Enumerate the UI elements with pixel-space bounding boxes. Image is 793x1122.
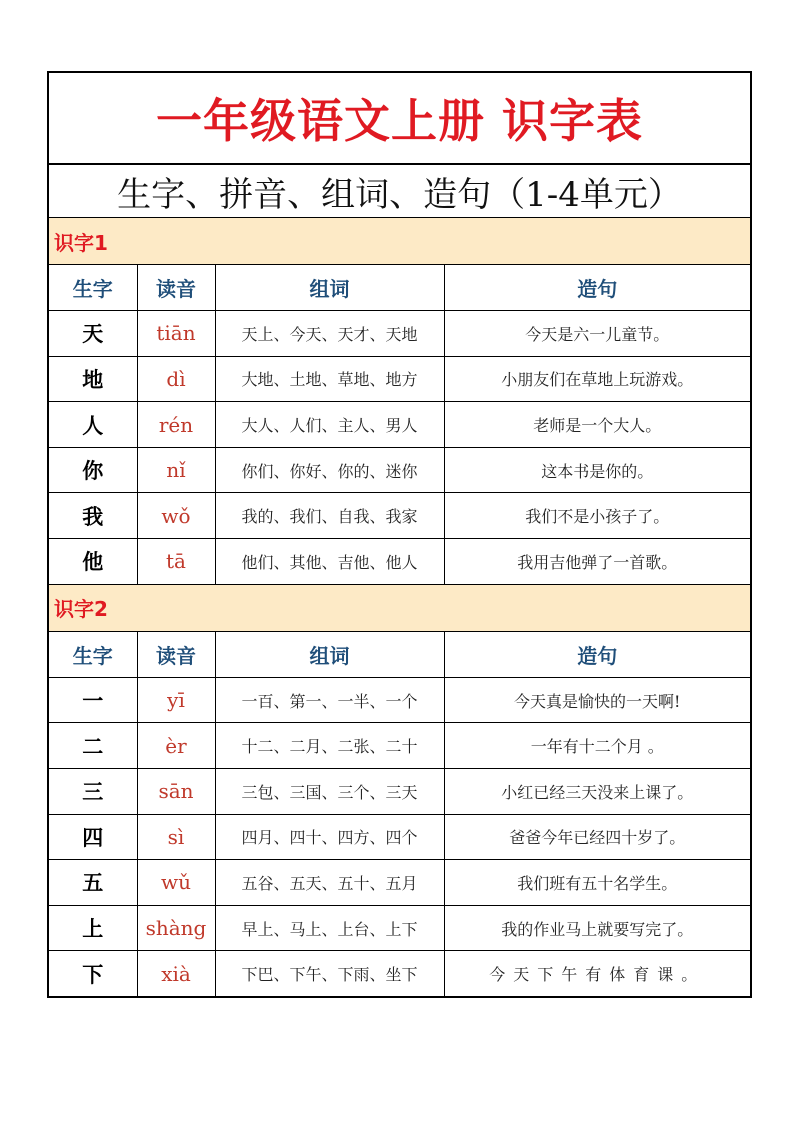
sentence-cell: 今天真是愉快的一天啊! xyxy=(444,677,750,723)
header-row xyxy=(49,632,750,678)
table-row xyxy=(49,356,750,402)
header-pinyin: 读音 xyxy=(137,632,215,678)
subtitle-row xyxy=(49,165,750,218)
sentence-cell: 小红已经三天没来上课了。 xyxy=(444,768,750,814)
char-cell: 他 xyxy=(49,539,137,585)
sentence-cell: 这本书是你的。 xyxy=(444,447,750,493)
section-table xyxy=(49,632,750,997)
table-row xyxy=(49,677,750,723)
words-cell: 我的、我们、自我、我家 xyxy=(215,493,444,539)
header-pinyin: 读音 xyxy=(137,265,215,311)
header-char: 生字 xyxy=(49,265,137,311)
table-row xyxy=(49,311,750,357)
header-sentence: 造句 xyxy=(444,632,750,678)
table-row xyxy=(49,539,750,585)
sentence-cell: 老师是一个大人。 xyxy=(444,402,750,448)
sentence-cell: 今天下午有体育课。 xyxy=(489,965,706,985)
sentence-cell: 小朋友们在草地上玩游戏。 xyxy=(444,356,750,402)
char-cell: 我 xyxy=(49,493,137,539)
sentence-cell: 今天是六一儿童节。 xyxy=(444,311,750,357)
char-cell: 上 xyxy=(49,905,137,951)
char-cell: 天 xyxy=(49,311,137,357)
char-cell: 四 xyxy=(49,814,137,860)
sentence-cell: 我用吉他弹了一首歌。 xyxy=(444,539,750,585)
pinyin-cell: sān xyxy=(137,768,215,814)
words-cell: 五谷、五天、五十、五月 xyxy=(215,860,444,906)
table-row xyxy=(49,814,750,860)
words-cell: 十二、二月、二张、二十 xyxy=(215,723,444,769)
page-subtitle: 生字、拼音、组词、造句（1-4单元） xyxy=(117,174,682,215)
sentence-cell: 我的作业马上就要写完了。 xyxy=(444,905,750,951)
header-words: 组词 xyxy=(215,265,444,311)
sentence-cell: 我们班有五十名学生。 xyxy=(444,860,750,906)
pinyin-cell: wǔ xyxy=(137,860,215,906)
pinyin-cell: rén xyxy=(137,402,215,448)
words-cell: 大地、土地、草地、地方 xyxy=(215,356,444,402)
table-row xyxy=(49,951,750,997)
table-row xyxy=(49,860,750,906)
char-cell: 你 xyxy=(49,447,137,493)
pinyin-cell: tā xyxy=(137,539,215,585)
pinyin-cell: sì xyxy=(137,814,215,860)
words-cell: 大人、人们、主人、男人 xyxy=(215,402,444,448)
pinyin-cell: dì xyxy=(137,356,215,402)
title-row xyxy=(49,73,750,165)
words-cell: 天上、今天、天才、天地 xyxy=(215,311,444,357)
sentence-cell: 一年有十二个月 。 xyxy=(444,723,750,769)
table-row xyxy=(49,723,750,769)
page-title: 一年级语文上册 识字表 xyxy=(155,94,643,148)
pinyin-cell: yī xyxy=(137,677,215,723)
header-sentence: 造句 xyxy=(444,265,750,311)
sentence-cell: 我们不是小孩子了。 xyxy=(444,493,750,539)
table-row xyxy=(49,493,750,539)
character-table-sheet xyxy=(47,71,752,998)
char-cell: 一 xyxy=(49,677,137,723)
words-cell: 一百、第一、一半、一个 xyxy=(215,677,444,723)
header-row xyxy=(49,265,750,311)
words-cell: 下巴、下午、下雨、坐下 xyxy=(215,951,444,997)
pinyin-cell: tiān xyxy=(137,311,215,357)
header-words: 组词 xyxy=(215,632,444,678)
table-row xyxy=(49,768,750,814)
char-cell: 下 xyxy=(49,951,137,997)
pinyin-cell: èr xyxy=(137,723,215,769)
section-header: 识字1 xyxy=(49,218,750,265)
words-cell: 他们、其他、吉他、他人 xyxy=(215,539,444,585)
char-cell: 二 xyxy=(49,723,137,769)
table-row xyxy=(49,402,750,448)
char-cell: 五 xyxy=(49,860,137,906)
sentence-cell: 爸爸今年已经四十岁了。 xyxy=(444,814,750,860)
char-cell: 人 xyxy=(49,402,137,448)
words-cell: 你们、你好、你的、迷你 xyxy=(215,447,444,493)
table-row xyxy=(49,447,750,493)
words-cell: 四月、四十、四方、四个 xyxy=(215,814,444,860)
pinyin-cell: shàng xyxy=(137,905,215,951)
words-cell: 早上、马上、上台、上下 xyxy=(215,905,444,951)
pinyin-cell: nǐ xyxy=(137,447,215,493)
char-cell: 地 xyxy=(49,356,137,402)
pinyin-cell: wǒ xyxy=(137,493,215,539)
words-cell: 三包、三国、三个、三天 xyxy=(215,768,444,814)
table-row xyxy=(49,905,750,951)
pinyin-cell: xià xyxy=(137,951,215,997)
char-cell: 三 xyxy=(49,768,137,814)
section-header: 识字2 xyxy=(49,585,750,632)
header-char: 生字 xyxy=(49,632,137,678)
section-table xyxy=(49,265,750,585)
